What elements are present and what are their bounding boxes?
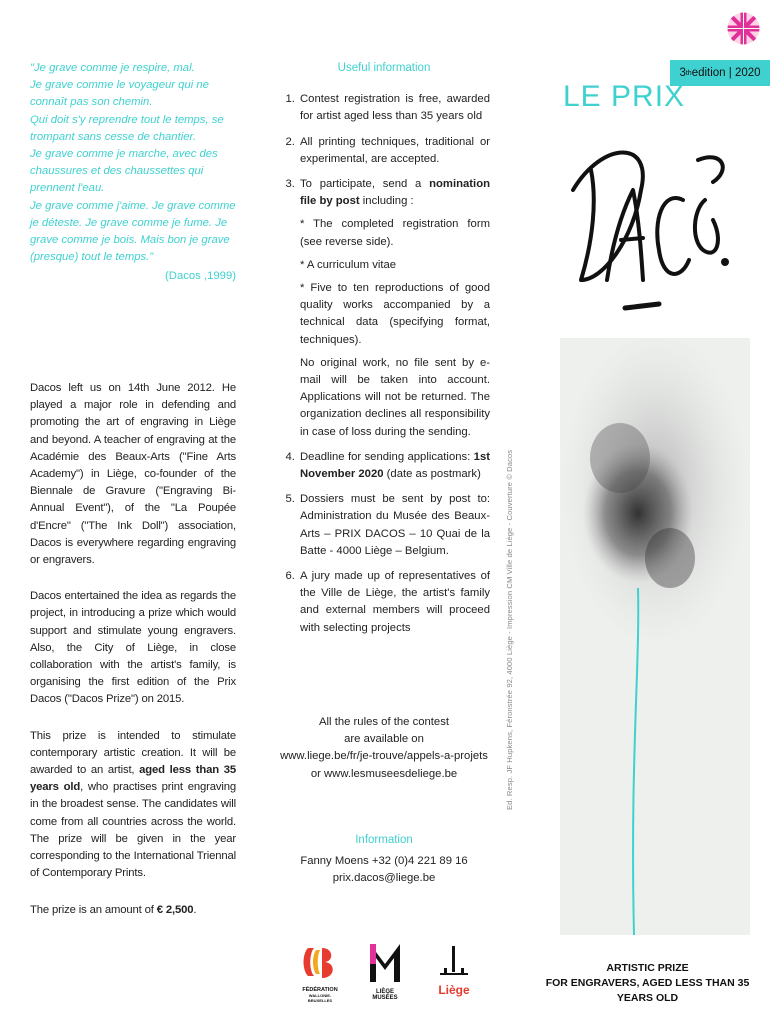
- rule-4-text-end: (date as postmark): [383, 468, 481, 481]
- uk-flag-icon: [727, 12, 760, 45]
- rule-item-4: [298, 449, 490, 483]
- contact-email[interactable]: prix.dacos@liege.be: [332, 872, 436, 885]
- rule-4-bold: 1st November 2020: [300, 450, 490, 481]
- edition-number: 3: [679, 67, 686, 79]
- rule-3-text: To participate, send a: [300, 178, 430, 191]
- fwb-logo-text-2: WALLONIE-BRUXELLES: [307, 993, 333, 1003]
- fwb-logo: [300, 944, 340, 1003]
- fwb-logo-icon: [300, 944, 340, 982]
- cover-artwork: [560, 338, 750, 935]
- rule-3-bold: nomination file by post: [300, 178, 490, 208]
- rule-item-6: 6. A jury made up of representatives of the Ville de Liège, the artist's family and external members will proceed with selecting projects: [298, 568, 490, 637]
- liege-musees-text: LIÈGE MUSÉES: [372, 989, 398, 1001]
- rule-3-sub-3: * Five to ten reproductions of good quality works accompanied by a technical data (specifying format, techniques).: [300, 282, 490, 346]
- liege-musees-logo: [364, 940, 406, 1001]
- publisher-credit: Ed. Resp. JF Hupkens, Féronstrée 92, 4000 Liège - Impression CM Ville de Liège - Couverture © Dacos: [505, 449, 514, 810]
- bio-p3-text-end: , who practises print engraving in the broadest sense. The candidates will come from all countries across the world. The prize will be given in the year corresponding to the International Triennal of Contemporary Prints.: [30, 781, 236, 880]
- useful-information: [278, 60, 490, 645]
- dacos-signature-icon: [563, 130, 733, 320]
- quote-line-2: Je grave comme le voyageur qui ne connaît pas son chemin.: [30, 79, 209, 109]
- rule-3-sub-2: * A curriculum vitae: [300, 258, 397, 271]
- rules-line-2: are available on: [344, 733, 424, 746]
- footer-line-2: FOR ENGRAVERS, AGED LESS THAN 35 YEARS OLD: [545, 977, 750, 1004]
- quote-signature: (Dacos ,1999): [165, 270, 236, 283]
- prize-amount: [30, 902, 236, 919]
- edition-text: edition | 2020: [691, 67, 761, 79]
- quote-line-4: Je grave comme je marche, avec des chaussures et des chaussettes qui prennent l'eau.: [30, 148, 218, 195]
- footer-tagline: [540, 961, 755, 1006]
- bio-section: [30, 380, 236, 939]
- bio-p3-bold: aged less than 35 years old: [30, 764, 236, 794]
- le-prix-title: LE PRIX: [563, 80, 686, 113]
- bio-paragraph-1: Dacos left us on 14th June 2012. He played a major role in defending and promoting the art of engraving in Liège and beyond. A teacher of engraving at the Académie des Beaux-Arts ("Fine Arts Academy") in Liège, co-founder of the Biennale de Gravure ("Engraving Bi-Annual Event"), of the "La Poupée d'Encre" ("The Ink Doll") association, Dacos is everywhere regarding engraving or engravers.: [30, 382, 236, 567]
- information-section: [278, 832, 490, 888]
- rule-3-text-end: including :: [359, 195, 414, 208]
- quote-line-5: Je grave comme j'aime. Je grave comme je déteste. Je grave comme je fume. Je grave comme je bois. Mais bon je grave (presque) tout le temps.": [30, 199, 236, 264]
- rules-list: [278, 91, 490, 637]
- rule-item-2: 2. All printing techniques, traditional or experimental, are accepted.: [298, 134, 490, 168]
- prize-amount-label: The prize is an amount of: [30, 904, 157, 917]
- edition-sup: th: [685, 69, 692, 77]
- bio-paragraph-3: [30, 728, 236, 883]
- rules-url-2[interactable]: or www.lesmuseesdeliege.be: [310, 767, 458, 780]
- contact-phone: Fanny Moens +32 (0)4 221 89 16: [300, 855, 468, 868]
- rules-line-1: All the rules of the contest: [319, 716, 449, 728]
- rule-item-5: 5. Dossiers must be sent by post to: Administration du Musée des Beaux-Arts – PRIX DACOS – 10 Quai de la Batte - 4000 Liège – Belgium.: [298, 491, 490, 560]
- left-column: [30, 60, 236, 286]
- rules-links: [278, 714, 490, 783]
- quote-line-3: Qui doit s'y reprendre tout le temps, se trompant sans cesse de chantier.: [30, 113, 224, 143]
- rule-4-text: Deadline for sending applications:: [300, 450, 474, 463]
- liege-perron-icon: [436, 942, 472, 978]
- museum-m-icon: [364, 940, 406, 984]
- rule-item-1: 1. Contest registration is free, awarded for artist aged less than 35 years old: [298, 91, 490, 125]
- liege-city-logo: [436, 942, 472, 998]
- fwb-logo-text-1: FÉDÉRATION: [302, 987, 338, 993]
- prize-amount-end: .: [193, 904, 197, 917]
- dacos-quote: [30, 60, 236, 286]
- footer-line-1: ARTISTIC PRIZE: [606, 962, 689, 974]
- information-heading: Information: [355, 834, 413, 846]
- engraving-portrait-image: [560, 338, 750, 935]
- liege-logo-text: Liège: [438, 983, 470, 997]
- quote-line-1: "Je grave comme je respire, mal.: [30, 62, 195, 74]
- rule-item-3: [298, 176, 490, 441]
- rule-3-sub-4: No original work, no file sent by e-mail will be taken into account. Applications will not be returned. The organization declines all responsibility in case of loss during the sending.: [300, 356, 490, 438]
- prize-amount-value: € 2,500: [156, 904, 194, 917]
- bio-paragraph-2: Dacos entertained the idea as regards the project, in introducing a prize which would support and stimulate young engravers. Also, the City of Liège, in close collaboration with the artist's family, is organising the first edition of the Prix Dacos ("Dacos Prize") on 2015.: [30, 590, 236, 706]
- rules-url-1[interactable]: www.liege.be/fr/je-trouve/appels-a-projets: [280, 750, 488, 763]
- dacos-signature: [563, 130, 733, 320]
- rule-3-sub-1: * The completed registration form (see reverse side).: [300, 218, 490, 248]
- useful-heading: Useful information: [337, 62, 431, 74]
- bio-p3-text: This prize is intended to stimulate contemporary artistic creation. It will be awarded to an artist,: [30, 729, 236, 777]
